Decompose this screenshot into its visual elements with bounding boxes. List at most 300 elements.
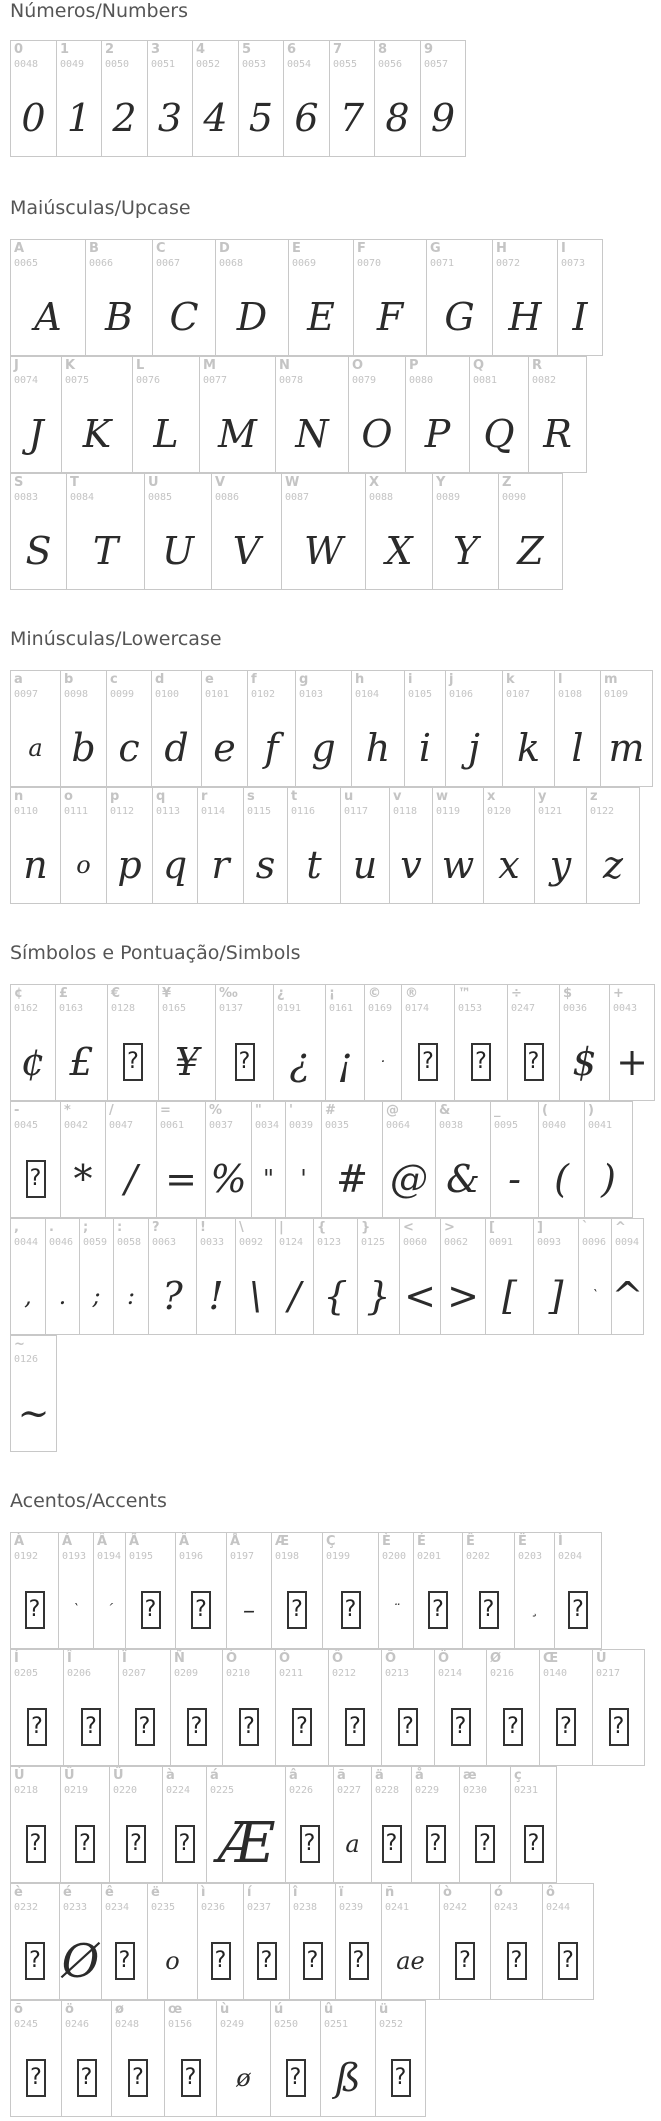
char-code: 0114	[201, 806, 226, 817]
glyph-cell	[612, 1218, 644, 1335]
missing-glyph-icon: ?	[341, 1591, 361, 1629]
glyph-preview: u	[352, 842, 378, 887]
char-code: 0228	[375, 1785, 400, 1796]
char-label: ñ	[385, 1885, 395, 1900]
glyph-cell	[198, 787, 244, 904]
char-code: 0049	[60, 59, 85, 70]
char-label: !	[200, 1220, 206, 1235]
glyph-preview: Q	[483, 411, 515, 456]
glyph-preview: m	[608, 725, 645, 770]
char-code: 0118	[393, 806, 418, 817]
char-code: 0072	[496, 258, 521, 269]
glyph-cell	[610, 984, 655, 1101]
glyph-cell	[11, 1766, 61, 1883]
char-label: ¥	[162, 986, 172, 1001]
char-code: 0110	[14, 806, 39, 817]
char-label: j	[449, 672, 454, 687]
char-label: T	[70, 475, 79, 490]
glyph-preview	[119, 1688, 170, 1765]
glyph-preview: @	[390, 1156, 428, 1201]
char-label: |	[279, 1220, 284, 1235]
glyph-preview: )	[601, 1156, 616, 1201]
glyph-preview: T	[92, 528, 119, 573]
glyph-cell	[330, 40, 375, 157]
glyph-cell	[535, 787, 587, 904]
char-code: 0054	[287, 59, 312, 70]
glyph-cell	[486, 1218, 534, 1335]
glyph-preview	[290, 1922, 335, 1999]
glyph-cell	[163, 1766, 207, 1883]
glyph-cell	[593, 1649, 645, 1766]
glyph-preview	[165, 2039, 216, 2116]
missing-glyph-icon: ?	[286, 2059, 306, 2097]
section-title: Símbolos e Pontuação/Simbols	[10, 942, 301, 964]
char-label: L	[136, 358, 145, 373]
glyph-cell	[244, 787, 288, 904]
glyph-preview	[11, 2039, 61, 2116]
char-code: 0238	[293, 1902, 318, 1913]
char-label: Y	[436, 475, 446, 490]
char-label: Å	[230, 1534, 241, 1549]
char-code: 0053	[242, 59, 267, 70]
glyph-row	[10, 984, 655, 1101]
glyph-preview: %	[210, 1156, 247, 1201]
glyph-cell	[149, 1218, 197, 1335]
missing-glyph-icon: ?	[26, 2059, 46, 2097]
char-code: 0062	[444, 1237, 469, 1248]
glyph-cell	[365, 984, 402, 1101]
char-label: ì	[201, 1885, 206, 1900]
char-label: œ	[168, 2002, 183, 2017]
glyph-preview: ]	[548, 1273, 564, 1318]
char-label: ¡	[329, 986, 335, 1001]
glyph-preview: 6	[294, 95, 319, 140]
char-code: 0121	[538, 806, 563, 817]
char-label: ;	[83, 1220, 89, 1235]
glyph-preview	[110, 1805, 162, 1882]
char-label: 0	[14, 42, 24, 57]
glyph-cell	[217, 2000, 271, 2117]
char-code: 0125	[361, 1237, 386, 1248]
glyph-preview	[163, 1805, 206, 1882]
char-code: 0201	[417, 1551, 442, 1562]
char-code: 0117	[344, 806, 369, 817]
glyph-cell	[470, 356, 529, 473]
glyph-preview: a	[28, 733, 43, 762]
glyph-preview: a	[345, 1829, 360, 1858]
glyph-cell	[212, 473, 282, 590]
char-label: F	[357, 241, 366, 256]
glyph-preview: .	[58, 1281, 67, 1310]
char-code: 0235	[151, 1902, 176, 1913]
glyph-preview	[372, 1805, 411, 1882]
char-label: c	[110, 672, 118, 687]
glyph-row	[10, 2000, 426, 2117]
glyph-preview: 3	[157, 95, 183, 140]
char-label: ¿	[277, 986, 285, 1001]
glyph-row	[10, 1101, 633, 1218]
char-label: Ó	[279, 1651, 291, 1666]
glyph-cell	[274, 984, 326, 1101]
char-code: 0230	[463, 1785, 488, 1796]
char-code: 0057	[424, 59, 449, 70]
char-code: 0214	[438, 1668, 463, 1679]
char-code: 0051	[151, 59, 176, 70]
glyph-preview: ¸	[531, 1601, 538, 1618]
glyph-cell	[171, 1649, 223, 1766]
char-label: Ï	[122, 1651, 127, 1666]
glyph-cell	[159, 984, 216, 1101]
glyph-preview: `	[72, 1601, 80, 1618]
char-label: E	[292, 241, 301, 256]
char-code: 0035	[325, 1120, 350, 1131]
glyph-cell	[11, 670, 61, 787]
char-label: 5	[242, 42, 252, 57]
glyph-preview: [	[502, 1273, 517, 1318]
char-label: ô	[546, 1885, 555, 1900]
glyph-preview: ø	[236, 2063, 251, 2092]
glyph-preview: 2	[112, 95, 137, 140]
char-code: 0098	[64, 689, 89, 700]
char-code: 0245	[14, 2019, 39, 2030]
glyph-cell	[579, 1218, 612, 1335]
char-code: 0212	[332, 1668, 357, 1679]
glyph-cell	[543, 1883, 594, 2000]
char-code: 0211	[279, 1668, 304, 1679]
char-code: 0243	[494, 1902, 519, 1913]
glyph-cell	[334, 1766, 372, 1883]
char-label: õ	[14, 2002, 23, 2017]
glyph-preview: &	[446, 1156, 480, 1201]
missing-glyph-icon: ?	[26, 1160, 46, 1198]
glyph-cell	[110, 1766, 163, 1883]
glyph-preview: $	[572, 1039, 597, 1084]
char-label: ™	[458, 986, 471, 1001]
char-label: à	[166, 1768, 175, 1783]
char-code: 0039	[289, 1120, 314, 1131]
glyph-row	[10, 473, 563, 590]
char-code: 0191	[277, 1003, 302, 1014]
char-code: 0111	[64, 806, 89, 817]
glyph-cell	[515, 1532, 555, 1649]
glyph-row	[10, 239, 603, 356]
glyph-cell	[286, 1766, 334, 1883]
char-code: 0042	[64, 1120, 89, 1131]
char-label: ã	[337, 1768, 346, 1783]
glyph-preview: ¨	[392, 1601, 400, 1618]
glyph-preview	[460, 1805, 510, 1882]
char-label: "	[255, 1103, 262, 1118]
char-label: â	[289, 1768, 298, 1783]
char-code: 0120	[487, 806, 512, 817]
char-code: 0122	[590, 806, 615, 817]
glyph-cell	[94, 1532, 126, 1649]
glyph-cell	[11, 473, 67, 590]
char-code: 0109	[604, 689, 629, 700]
char-code: 0193	[62, 1551, 87, 1562]
glyph-cell	[390, 787, 433, 904]
char-label: `	[582, 1220, 589, 1235]
char-label: +	[613, 986, 624, 1001]
char-label: )	[588, 1103, 594, 1118]
glyph-preview: i	[418, 725, 432, 770]
glyph-preview: >	[447, 1273, 479, 1318]
char-label: 8	[378, 42, 388, 57]
glyph-preview: E	[307, 294, 335, 339]
char-code: 0085	[148, 492, 173, 503]
glyph-preview: v	[400, 842, 422, 887]
char-code: 0086	[215, 492, 240, 503]
char-code: 0206	[67, 1668, 92, 1679]
char-label: A	[14, 241, 25, 256]
char-label: s	[247, 789, 255, 804]
glyph-preview: ?	[162, 1273, 183, 1318]
char-code: 0202	[466, 1551, 491, 1562]
missing-glyph-icon: ?	[75, 1825, 95, 1863]
char-code: 0076	[136, 375, 161, 386]
glyph-cell	[587, 787, 640, 904]
char-label: }	[361, 1220, 371, 1235]
glyph-preview: I	[572, 294, 588, 339]
glyph-cell	[499, 473, 563, 590]
glyph-cell	[366, 473, 433, 590]
glyph-cell	[133, 356, 200, 473]
char-code: 0200	[382, 1551, 407, 1562]
char-label: å	[415, 1768, 424, 1783]
char-label: g	[299, 672, 309, 687]
char-label: Ô	[332, 1651, 344, 1666]
missing-glyph-icon: ?	[382, 1825, 402, 1863]
char-code: 0220	[113, 1785, 138, 1796]
glyph-preview: c	[118, 725, 140, 770]
char-code: 0198	[275, 1551, 300, 1562]
glyph-preview	[176, 1571, 226, 1648]
glyph-cell	[165, 2000, 217, 2117]
glyph-preview: `	[591, 1287, 599, 1304]
char-code: 0153	[458, 1003, 483, 1014]
missing-glyph-icon: ?	[451, 1708, 471, 1746]
glyph-cell	[540, 1649, 593, 1766]
glyph-cell	[11, 1883, 60, 2000]
char-label: 6	[287, 42, 297, 57]
glyph-preview	[402, 1023, 454, 1100]
char-label: D	[219, 241, 230, 256]
char-code: 0251	[324, 2019, 349, 2030]
glyph-cell	[400, 1218, 441, 1335]
char-label: V	[215, 475, 226, 490]
char-label: >	[444, 1220, 455, 1235]
glyph-preview: X	[385, 528, 413, 573]
glyph-cell	[11, 356, 62, 473]
glyph-preview: ~	[17, 1390, 50, 1435]
char-label: Œ	[543, 1651, 559, 1666]
glyph-cell	[11, 2000, 62, 2117]
char-label: î	[293, 1885, 298, 1900]
char-label: O	[352, 358, 364, 373]
glyph-cell	[108, 984, 159, 1101]
glyph-cell	[383, 1101, 436, 1218]
glyph-preview: 9	[430, 95, 456, 140]
char-code: 0090	[502, 492, 527, 503]
glyph-cell	[252, 1101, 286, 1218]
missing-glyph-icon: ?	[428, 1591, 448, 1629]
glyph-preview: H	[508, 294, 542, 339]
glyph-preview: 5	[248, 95, 274, 140]
glyph-cell	[585, 1101, 633, 1218]
missing-glyph-icon: ?	[141, 1591, 161, 1629]
char-code: 0250	[274, 2019, 299, 2030]
glyph-preview: b	[71, 725, 96, 770]
char-label: ‰	[219, 986, 238, 1001]
glyph-cell	[446, 670, 503, 787]
char-code: 0231	[514, 1785, 539, 1796]
char-code: 0056	[378, 59, 403, 70]
glyph-cell	[60, 1883, 102, 2000]
char-label: Ä	[179, 1534, 190, 1549]
missing-glyph-icon: ?	[25, 1591, 45, 1629]
glyph-cell	[352, 670, 405, 787]
glyph-preview	[491, 1922, 542, 1999]
char-label: Ë	[518, 1534, 527, 1549]
missing-glyph-icon: ?	[418, 1043, 438, 1081]
char-label: ï	[339, 1885, 344, 1900]
glyph-cell	[406, 356, 470, 473]
glyph-preview: S	[25, 528, 52, 573]
glyph-preview: <	[404, 1273, 436, 1318]
glyph-row	[10, 670, 653, 787]
glyph-cell	[555, 1532, 602, 1649]
glyph-preview: A	[34, 294, 62, 339]
glyph-cell	[282, 473, 366, 590]
char-code: 0077	[203, 375, 228, 386]
char-code: 0102	[251, 689, 276, 700]
glyph-preview	[463, 1571, 514, 1648]
char-label: M	[203, 358, 216, 373]
char-code: 0162	[14, 1003, 39, 1014]
char-label: l	[558, 672, 563, 687]
missing-glyph-icon: ?	[568, 1591, 588, 1629]
char-label: ó	[494, 1885, 503, 1900]
glyph-cell	[382, 1883, 440, 2000]
char-label: y	[538, 789, 547, 804]
glyph-preview: W	[303, 528, 344, 573]
char-label: Ò	[226, 1651, 238, 1666]
missing-glyph-icon: ?	[507, 1942, 527, 1980]
glyph-preview: d	[164, 725, 189, 770]
glyph-preview: ,	[24, 1281, 32, 1310]
char-label: ?	[152, 1220, 160, 1235]
glyph-cell	[193, 40, 239, 157]
char-label: 9	[424, 42, 434, 57]
char-code: 0197	[230, 1551, 255, 1562]
missing-glyph-icon: ?	[181, 2059, 201, 2097]
char-label: ,	[14, 1220, 19, 1235]
glyph-preview	[171, 1688, 222, 1765]
glyph-preview: (	[554, 1156, 569, 1201]
glyph-cell	[11, 1532, 59, 1649]
char-code: 0128	[111, 1003, 136, 1014]
missing-glyph-icon: ?	[471, 1043, 491, 1081]
glyph-preview: }	[366, 1273, 391, 1318]
glyph-row	[10, 787, 640, 904]
glyph-cell	[276, 356, 349, 473]
char-code: 0071	[430, 258, 455, 269]
section-title: Maiúsculas/Upcase	[10, 197, 191, 219]
glyph-preview: o	[165, 1946, 180, 1975]
char-code: 0217	[596, 1668, 621, 1679]
char-code: 0055	[333, 59, 358, 70]
glyph-preview: {	[323, 1273, 348, 1318]
glyph-cell	[349, 356, 406, 473]
missing-glyph-icon: ?	[609, 1708, 629, 1746]
char-code: 0075	[65, 375, 90, 386]
glyph-row	[10, 1218, 644, 1335]
glyph-cell	[539, 1101, 585, 1218]
char-label: ç	[514, 1768, 522, 1783]
glyph-preview	[511, 1805, 556, 1882]
char-label: æ	[463, 1768, 477, 1783]
glyph-preview: +	[616, 1039, 648, 1084]
char-label: ù	[220, 2002, 230, 2017]
char-code: 0232	[14, 1902, 39, 1913]
char-code: 0058	[117, 1237, 142, 1248]
glyph-cell	[153, 787, 198, 904]
char-label: &	[439, 1103, 451, 1118]
char-label: Z	[502, 475, 512, 490]
char-label: h	[355, 672, 365, 687]
glyph-preview	[198, 1922, 243, 1999]
glyph-preview: 8	[385, 95, 410, 140]
missing-glyph-icon: ?	[27, 1708, 47, 1746]
glyph-preview	[508, 1023, 559, 1100]
char-code: 0081	[473, 375, 498, 386]
char-label: o	[64, 789, 73, 804]
glyph-preview	[382, 1688, 434, 1765]
missing-glyph-icon: ?	[239, 1708, 259, 1746]
char-label: {	[317, 1220, 327, 1235]
char-label: È	[382, 1534, 391, 1549]
char-label: ú	[274, 2002, 284, 2017]
glyph-preview	[11, 1922, 59, 1999]
char-label: Ü	[113, 1768, 124, 1783]
glyph-cell	[61, 670, 107, 787]
glyph-preview: N	[295, 411, 329, 456]
char-label: ¢	[14, 986, 24, 1001]
glyph-preview: U	[161, 528, 195, 573]
glyph-cell	[64, 1649, 119, 1766]
glyph-preview	[271, 2039, 320, 2116]
glyph-preview	[487, 1688, 539, 1765]
glyph-cell	[358, 1218, 400, 1335]
glyph-cell	[372, 1766, 412, 1883]
glyph-cell	[529, 356, 587, 473]
glyph-preview: B	[105, 294, 133, 339]
char-code: 0040	[542, 1120, 567, 1131]
glyph-cell	[112, 2000, 165, 2117]
glyph-cell	[197, 1218, 236, 1335]
char-label: ]	[537, 1220, 543, 1235]
glyph-cell	[284, 40, 330, 157]
glyph-cell	[433, 473, 499, 590]
missing-glyph-icon: ?	[524, 1043, 544, 1081]
glyph-preview: 0	[21, 95, 46, 140]
char-code: 0218	[14, 1785, 39, 1796]
char-label: #	[325, 1103, 336, 1118]
char-code: 0064	[386, 1120, 411, 1131]
glyph-cell	[487, 1649, 540, 1766]
char-code: 0226	[289, 1785, 314, 1796]
glyph-row	[10, 1649, 645, 1766]
